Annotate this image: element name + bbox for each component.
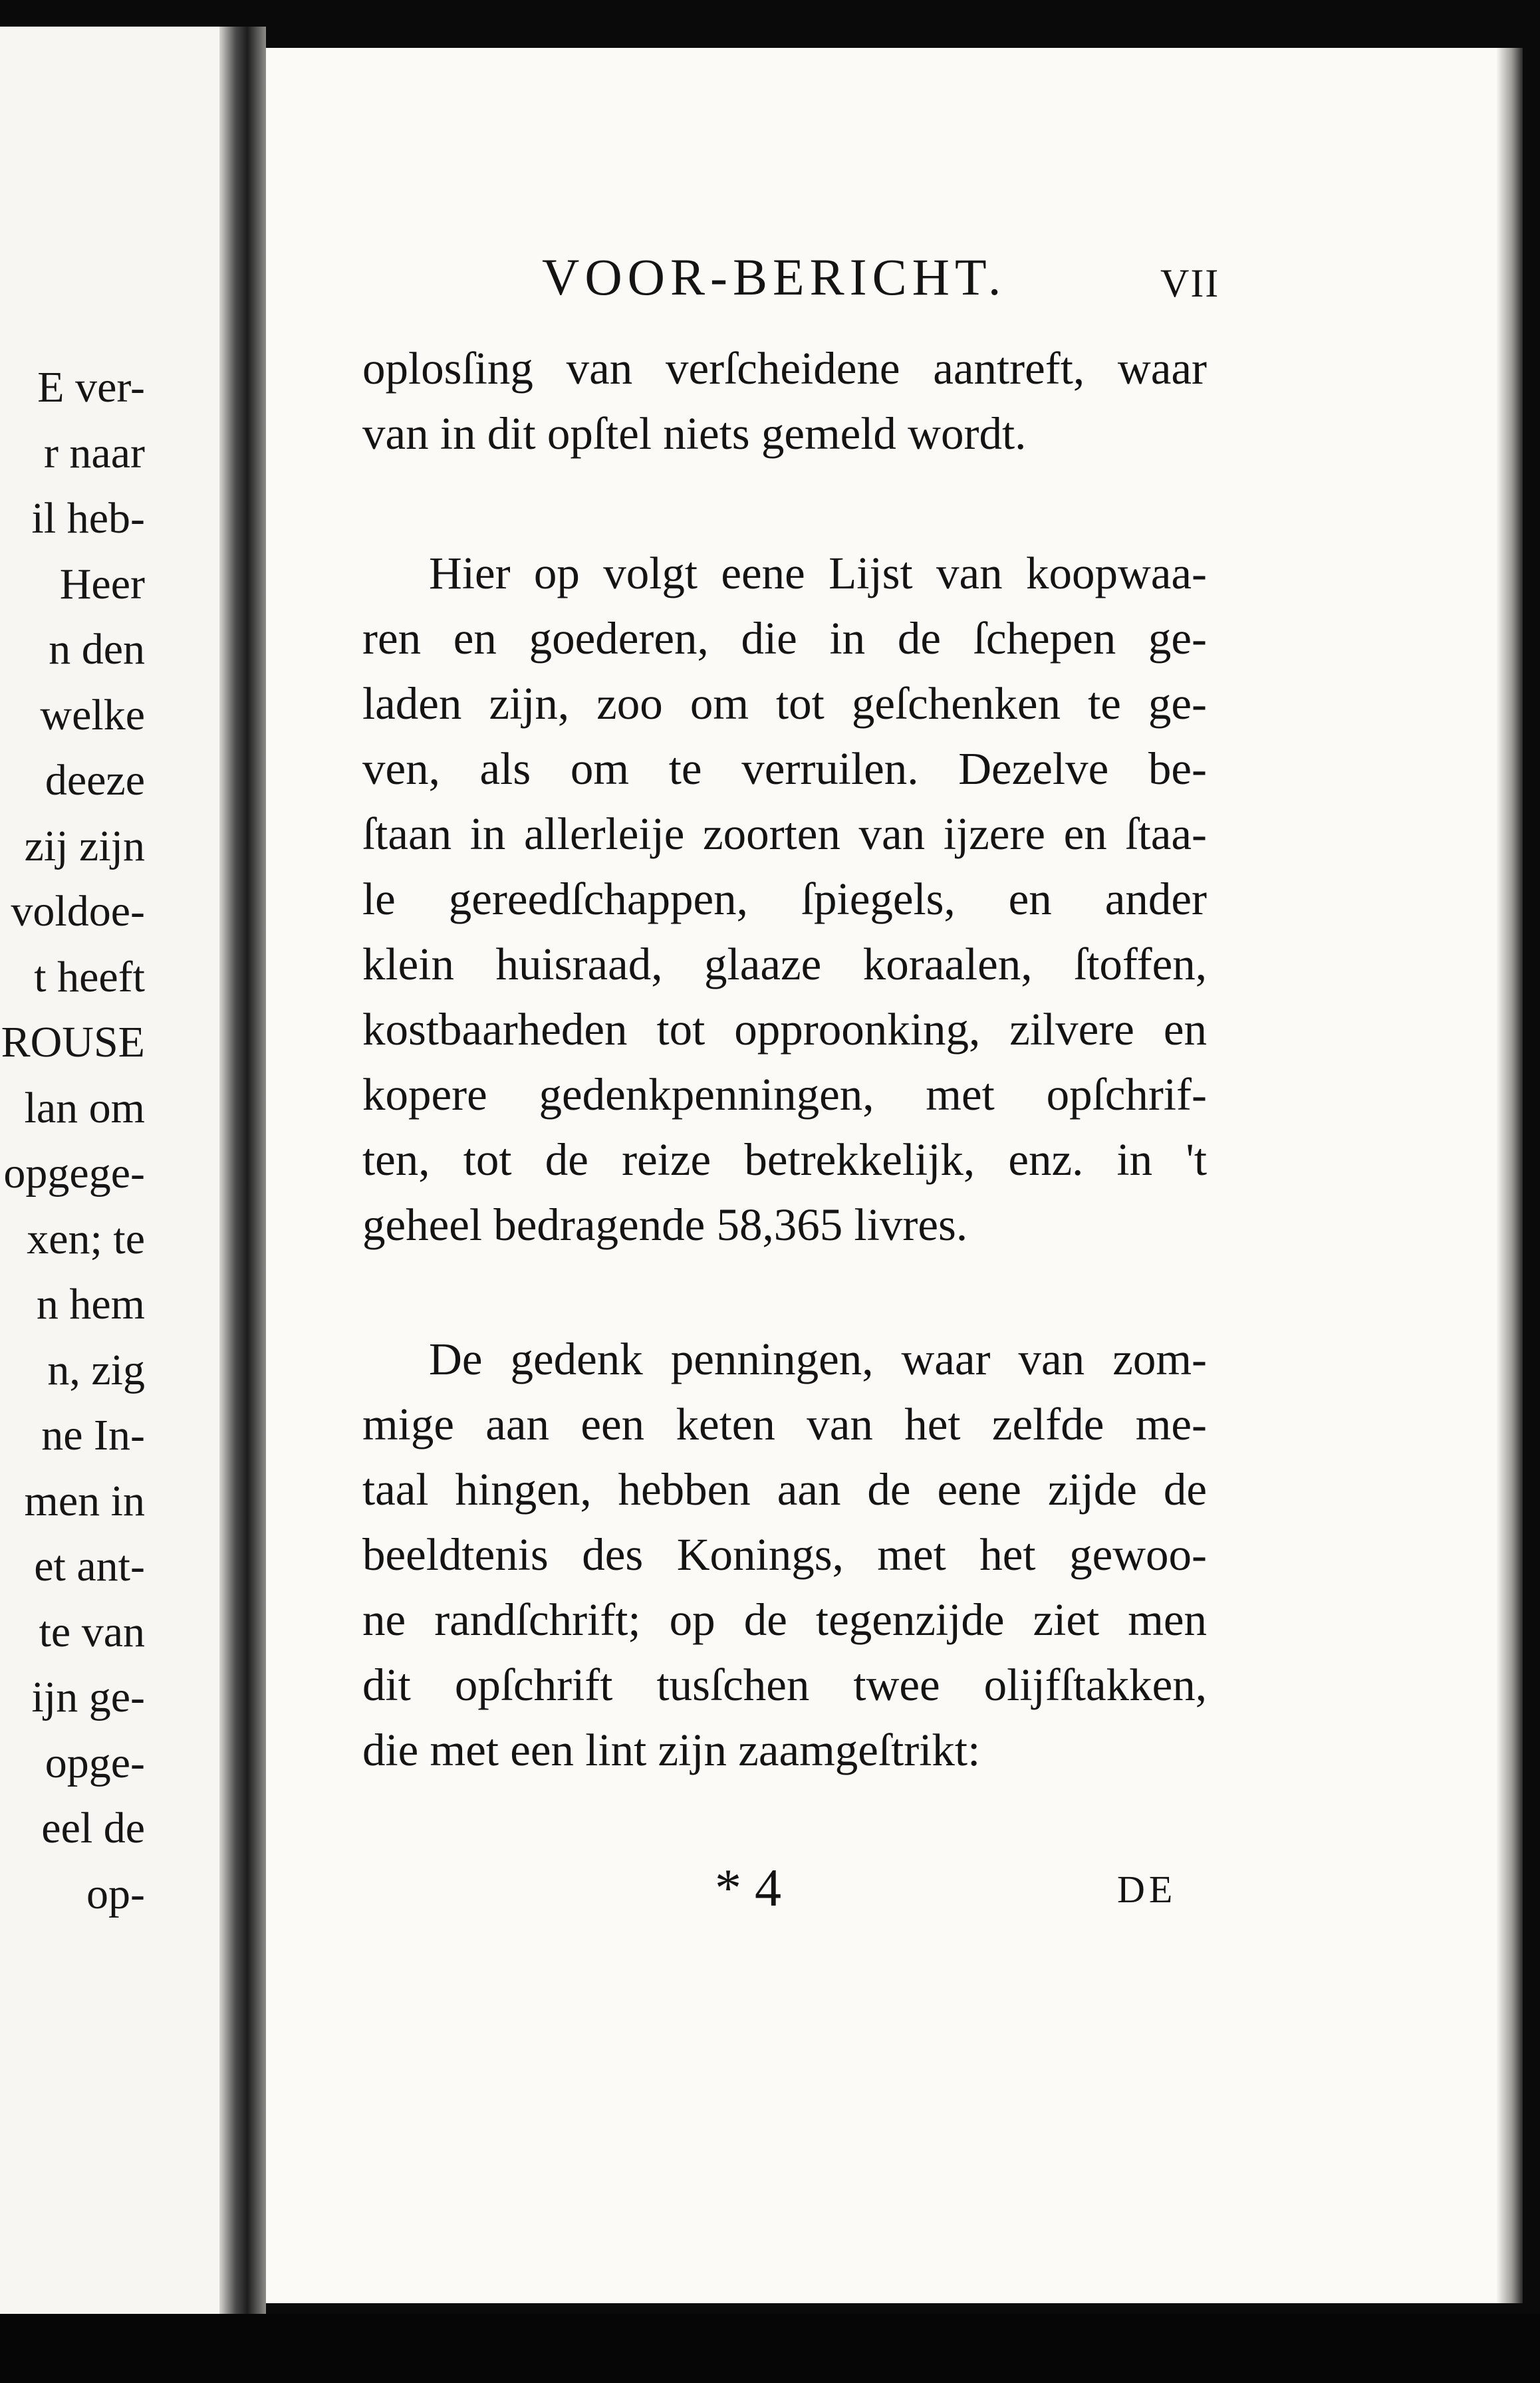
paragraph-2 xyxy=(362,541,1207,1257)
page-edge xyxy=(1496,48,1523,2303)
left-page-line: E ver- xyxy=(37,363,145,412)
text-line: dit opſchrift tusſchen twee olijfſtakken, xyxy=(362,1660,1207,1710)
left-page-line: opgege- xyxy=(3,1149,145,1197)
left-page-line: xen; te xyxy=(27,1214,145,1263)
scan-bottom-border xyxy=(0,2314,1540,2383)
text-line: mige aan een keten van het zelfde me- xyxy=(362,1399,1207,1449)
left-page-line: Heer xyxy=(59,559,145,608)
left-page-line: te van xyxy=(39,1607,145,1656)
left-page-line: welke xyxy=(40,690,145,739)
text-line: ſtaan in allerleije zoorten van ijzere en ſtaa- xyxy=(362,809,1207,859)
left-page-line: t heeft xyxy=(34,952,145,1001)
left-page-line: ijn ge- xyxy=(31,1673,145,1721)
left-page-line: n, zig xyxy=(47,1345,145,1394)
text-line: kostbaarheden tot opproonking, zilvere en xyxy=(362,1004,1207,1055)
text-line: De gedenk penningen, waar van zom- xyxy=(429,1334,1207,1384)
left-page-line: lan om xyxy=(24,1083,145,1132)
left-page-line: eel de xyxy=(41,1804,145,1852)
text-line: taal hingen, hebben aan de eene zijde de xyxy=(362,1464,1207,1515)
text-line: ten, tot de reize betrekkelijk, enz. in 't xyxy=(362,1134,1207,1185)
left-page-line: opge- xyxy=(45,1738,145,1787)
text-line: geheel bedragende 58,365 livres. xyxy=(362,1199,968,1250)
text-line: kopere gedenkpenningen, met opſchrif- xyxy=(362,1069,1207,1120)
left-page-line: r naar xyxy=(43,428,145,477)
left-page xyxy=(0,27,219,2314)
book-gutter xyxy=(219,27,266,2314)
left-page-line: zij zijn xyxy=(24,821,145,870)
left-page-line: voldoe- xyxy=(11,887,145,936)
text-line: ven, als om te verruilen. Dezelve be- xyxy=(362,743,1207,794)
left-page-line: et ant- xyxy=(34,1542,145,1590)
text-line: Hier op volgt eene Lijst van koopwaa- xyxy=(429,548,1207,598)
running-head: VOOR-BERICHT. xyxy=(542,248,1007,306)
text-line: klein huisraad, glaaze koraalen, ſtoffen, xyxy=(362,939,1207,989)
left-page-line: ROUSE xyxy=(1,1018,145,1066)
text-line: die met een lint zijn zaamgeſtrikt: xyxy=(362,1725,981,1775)
text-line: beeldtenis des Konings, met het gewoo- xyxy=(362,1529,1207,1580)
page-number: VII xyxy=(1160,261,1220,305)
signature-mark: * 4 xyxy=(715,1859,781,1918)
left-page-line: deeze xyxy=(45,756,145,805)
catchword: DE xyxy=(1117,1868,1177,1911)
text-line: le gereedſchappen, ſpiegels, en ander xyxy=(362,874,1207,924)
left-page-line: men in xyxy=(24,1476,145,1525)
text-line: ne randſchrift; op de tegenzijde ziet men xyxy=(362,1594,1207,1645)
paragraph-1 xyxy=(362,336,1207,466)
paragraph-3 xyxy=(362,1326,1207,1783)
left-page-line: ne In- xyxy=(41,1411,145,1459)
left-page-line: op- xyxy=(86,1869,145,1918)
text-line: laden zijn, zoo om tot geſchenken te ge- xyxy=(362,678,1207,729)
text-line: van in dit opſtel niets gemeld wordt. xyxy=(362,408,1027,459)
text-line: oplosſing van verſcheidene aantreft, waar xyxy=(362,343,1207,394)
left-page-line: n den xyxy=(49,625,145,674)
left-page-line: n hem xyxy=(36,1280,145,1328)
text-line: ren en goederen, die in de ſchepen ge- xyxy=(362,613,1207,664)
left-page-line: il heb- xyxy=(31,494,145,543)
